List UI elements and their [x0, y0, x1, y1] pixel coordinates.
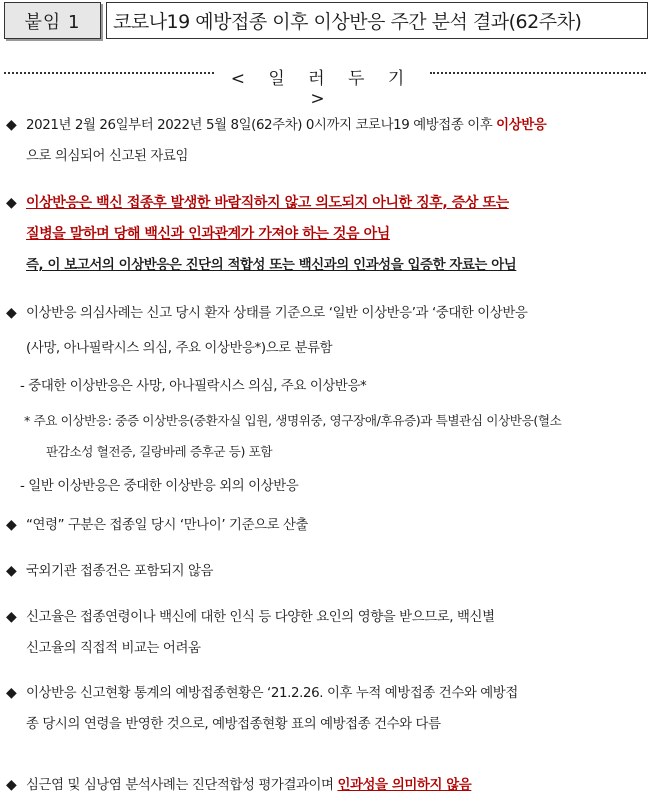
note-3-sub-2: - 일반 이상반응은 중대한 이상반응 외의 이상반응	[20, 479, 299, 494]
note-1-continued: 으로 의심되어 신고된 자료임	[26, 149, 188, 164]
attachment-tag-label: 붙임 1	[24, 11, 81, 33]
notice-heading: < 일 러 두 기 >	[230, 69, 414, 109]
diamond-bullet-icon: ◆	[6, 117, 17, 133]
note-6-line-1: 신고율은 접종연령이나 백신에 대한 인식 등 다양한 요인의 영향을 받으므로, 백신별	[26, 610, 495, 625]
diamond-bullet-icon: ◆	[6, 563, 17, 579]
dotted-divider-left	[4, 72, 214, 74]
note-3-sub-1: - 중대한 이상반응은 사망, 아나필락시스 의심, 주요 이상반응*	[20, 379, 367, 394]
diamond-bullet-icon: ◆	[6, 609, 17, 625]
note-1-text: 2021년 2월 26일부터 2022년 5월 8일(62주차) 0시까지 코로나19 예방접종 이후	[26, 118, 497, 133]
note-3-line-1: 이상반응 의심사례는 신고 당시 환자 상태를 기준으로 ‘일반 이상반응’과 ‘중대한 이상반응	[26, 306, 528, 321]
note-item-3	[6, 298, 646, 507]
note-item-1	[6, 110, 646, 172]
diamond-bullet-icon: ◆	[6, 305, 17, 321]
diamond-bullet-icon: ◆	[6, 517, 17, 533]
note-item-4	[6, 510, 646, 541]
note-item-5	[6, 556, 646, 587]
note-3-line-2: (사망, 아나필락시스 의심, 주요 이상반응*)으로 분류함	[26, 341, 333, 356]
note-item-8	[6, 770, 646, 801]
note-8-emphasis: 인과성을 의미하지 않음	[337, 778, 472, 793]
attachment-tag	[4, 2, 101, 39]
note-7-line-2: 종 당시의 연령을 반영한 것으로, 예방접종현황 표의 예방접종 건수와 다름	[26, 717, 441, 732]
diamond-bullet-icon: ◆	[6, 777, 17, 793]
note-2-line-2: 질병을 말하며 당해 백신과 인과관계가 가져야 하는 것음 아님	[26, 226, 390, 242]
note-item-2	[6, 188, 646, 281]
note-item-7	[6, 678, 646, 740]
note-4-text: “연령” 구분은 접종일 당시 ‘만나이’ 기준으로 산출	[26, 518, 309, 533]
note-6-line-2: 신고율의 직접적 비교는 어려움	[26, 641, 201, 656]
diamond-bullet-icon: ◆	[6, 195, 17, 211]
note-2-line-1: 이상반응은 백신 접종후 발생한 바람직하지 않고 의도되지 아니한 징후, 증상 또는	[26, 195, 509, 211]
document-title-box	[106, 2, 648, 39]
dotted-divider-right	[430, 72, 646, 74]
document-title: 코로나19 예방접종 이후 이상반응 주간 분석 결과(62주차)	[113, 11, 582, 33]
note-3-footnote-2: 판감소성 혈전증, 길랑바레 증후군 등) 포함	[46, 444, 273, 459]
note-item-6	[6, 602, 646, 664]
note-3-footnote-1: * 주요 이상반응: 중증 이상반응(중환자실 입원, 생명위중, 영구장애/후유증)과 특별관심 이상반응(혈소	[24, 413, 562, 428]
note-2-line-3: 즉, 이 보고서의 이상반응은 진단의 적합성 또는 백신과의 인과성을 입증한 자료는 아님	[26, 258, 517, 273]
note-7-line-1: 이상반응 신고현황 통계의 예방접종현황은 ‘21.2.26. 이후 누적 예방접종 건수와 예방접	[26, 686, 518, 701]
note-5-text: 국외기관 접종건은 포함되지 않음	[26, 564, 214, 579]
note-8-text: 심근염 및 심낭염 분석사례는 진단적합성 평가결과이며	[26, 778, 338, 793]
note-1-emphasis: 이상반응	[496, 118, 547, 133]
diamond-bullet-icon: ◆	[6, 685, 17, 701]
